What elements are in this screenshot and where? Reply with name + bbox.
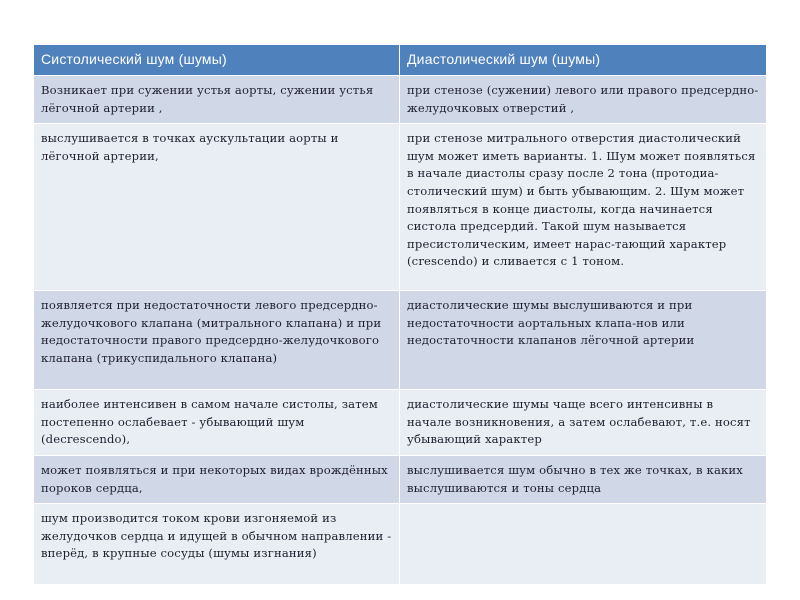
table-cell-diastolic: при стенозе митрального отверстия диастолический шум может иметь варианты. 1. Шум может появляться в начале диастолы сразу после 2 тона (протодиа-столический шум) и быть убывающим. 2. Шум может появляться в конце диастолы, когда начинается систола предсердий. Такой шум называется пресистолическим, имеет нарас-тающий характер (crescendo) и сливается с 1 тоном. <box>400 124 767 291</box>
table-cell-systolic: Возникает при сужении устья аорты, сужении устья лёгочной артерии , <box>34 76 400 124</box>
header-systolic: Систолический шум (шумы) <box>34 45 400 76</box>
murmur-comparison-table <box>33 44 767 585</box>
table-row <box>34 504 767 585</box>
table-cell-systolic: выслушивается в точках аускультации аорты и лёгочной артерии, <box>34 124 400 291</box>
table-cell-systolic: шум производится током крови изгоняемой из желудочков сердца и идущей в обычном направлении - вперёд, в крупные сосуды (шумы изгнания) <box>34 504 400 585</box>
table-cell-diastolic: при стенозе (сужении) левого или правого предсердно-желудочковых отверстий , <box>400 76 767 124</box>
table-cell-diastolic: диастолические шумы выслушиваются и при недостаточности аортальных клапа-нов или недостаточности клапанов лёгочной артерии <box>400 291 767 390</box>
table-cell-systolic: наиболее интенсивен в самом начале систолы, затем постепенно ослабевает - убывающий шум (decrescendo), <box>34 390 400 456</box>
table-cell-diastolic: диастолические шумы чаще всего интенсивны в начале возникновения, а затем ослабевают, т.е. носят убывающий характер <box>400 390 767 456</box>
header-diastolic: Диастолический шум (шумы) <box>400 45 767 76</box>
header-row <box>34 45 767 76</box>
table-row <box>34 124 767 291</box>
table-row <box>34 455 767 503</box>
table-cell-systolic: может появляться и при некоторых видах врождённых пороков сердца, <box>34 455 400 503</box>
table-row <box>34 76 767 124</box>
table-row <box>34 390 767 456</box>
table-cell-diastolic: выслушивается шум обычно в тех же точках, в каких выслушиваются и тоны сердца <box>400 455 767 503</box>
table-cell-systolic: появляется при недостаточности левого предсердно-желудочкового клапана (митрального клапана) и при недостаточности правого предсердно-желудочкового клапана (трикуспидального клапана) <box>34 291 400 390</box>
table-cell-diastolic <box>400 504 767 585</box>
table-row <box>34 291 767 390</box>
